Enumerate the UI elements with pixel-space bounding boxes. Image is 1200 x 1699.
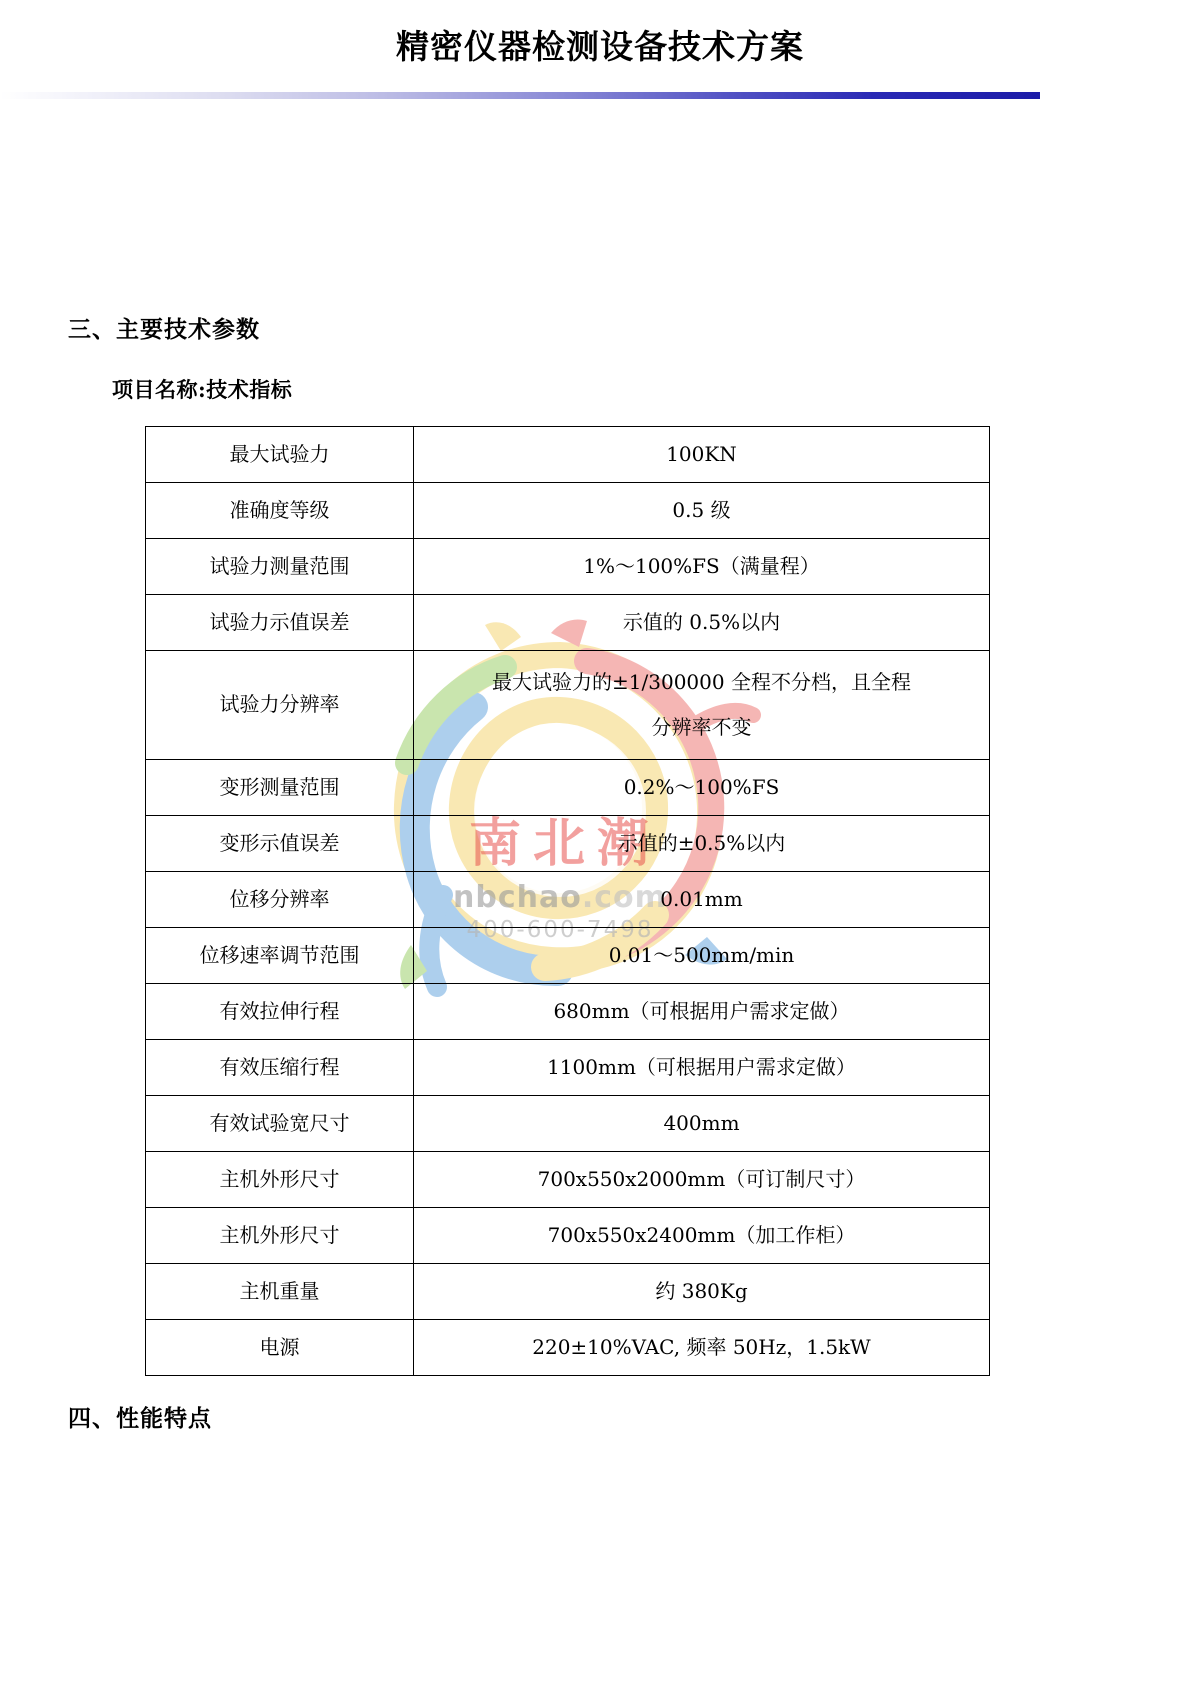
table-row — [146, 482, 990, 538]
header-gradient-rule — [0, 92, 1040, 99]
spec-table-container — [0, 404, 1200, 1376]
section-heading-performance: 四、性能特点 — [68, 1404, 212, 1432]
table-row — [146, 759, 990, 815]
spec-name-cell: 试验力分辨率 — [146, 650, 414, 759]
spec-name-cell: 准确度等级 — [146, 482, 414, 538]
page-header — [0, 0, 1200, 99]
spec-value-cell: 700x550x2000mm（可订制尺寸） — [414, 1151, 990, 1207]
spec-name-cell: 有效压缩行程 — [146, 1039, 414, 1095]
table-row — [146, 983, 990, 1039]
spec-value-cell — [414, 650, 990, 759]
table-row — [146, 1151, 990, 1207]
spec-value-cell: 680mm（可根据用户需求定做） — [414, 983, 990, 1039]
spec-value-cell: 1%～100%FS（满量程） — [414, 538, 990, 594]
spec-name-cell: 变形测量范围 — [146, 759, 414, 815]
spec-value-cell: 1100mm（可根据用户需求定做） — [414, 1039, 990, 1095]
watermark-phone: 400-600-7498 — [466, 917, 654, 943]
spec-name-cell: 主机重量 — [146, 1263, 414, 1319]
spec-table-body — [146, 426, 990, 1375]
table-row — [146, 594, 990, 650]
spec-value-cell: 约 380Kg — [414, 1263, 990, 1319]
spec-value-cell: 示值的±0.5%以内 — [414, 815, 990, 871]
document-title: 精密仪器检测设备技术方案 — [396, 27, 804, 66]
spec-value-cell: 0.2%～100%FS — [414, 759, 990, 815]
spec-name-cell: 主机外形尺寸 — [146, 1207, 414, 1263]
spec-name-cell: 变形示值误差 — [146, 815, 414, 871]
sub-heading-item-name: 项目名称:技术指标 — [112, 376, 293, 402]
table-row — [146, 538, 990, 594]
table-row — [146, 650, 990, 759]
spec-name-cell: 试验力示值误差 — [146, 594, 414, 650]
spec-value-cell: 0.01～500mm/min — [414, 927, 990, 983]
spec-name-cell: 位移速率调节范围 — [146, 927, 414, 983]
spec-name-cell: 有效拉伸行程 — [146, 983, 414, 1039]
spec-name-cell: 最大试验力 — [146, 426, 414, 482]
spec-value-cell: 400mm — [414, 1095, 990, 1151]
spec-name-cell: 有效试验宽尺寸 — [146, 1095, 414, 1151]
watermark-site-tld: .com — [581, 880, 667, 915]
table-row — [146, 426, 990, 482]
spec-name-cell: 试验力测量范围 — [146, 538, 414, 594]
table-row — [146, 1319, 990, 1375]
watermark-site-main: nbchao — [453, 880, 582, 915]
spec-value-line-2: 分辨率不变 — [651, 714, 752, 739]
spec-name-cell: 电源 — [146, 1319, 414, 1375]
spec-value-cell: 0.5 级 — [414, 482, 990, 538]
spec-name-cell: 位移分辨率 — [146, 871, 414, 927]
header-rule-container — [0, 92, 1200, 99]
table-row — [146, 1095, 990, 1151]
spec-value-cell: 示值的 0.5%以内 — [414, 594, 990, 650]
table-row — [146, 815, 990, 871]
table-row — [146, 871, 990, 927]
table-row — [146, 1039, 990, 1095]
section-heading-main-specs: 三、主要技术参数 — [68, 315, 260, 343]
table-row — [146, 1263, 990, 1319]
spec-value-cell: 220±10%VAC, 频率 50Hz，1.5kW — [414, 1319, 990, 1375]
spec-name-cell: 主机外形尺寸 — [146, 1151, 414, 1207]
page-content — [0, 99, 1200, 1433]
spec-value-cell: 700x550x2400mm（加工作柜） — [414, 1207, 990, 1263]
spec-value-cell: 100KN — [414, 426, 990, 482]
watermark-brand: 南北潮 — [468, 813, 661, 874]
specifications-table — [145, 426, 990, 1376]
spec-value-cell: 0.01mm — [414, 871, 990, 927]
table-row — [146, 927, 990, 983]
table-row — [146, 1207, 990, 1263]
spec-value-line-1: 最大试验力的±1/300000 全程不分档，且全程 — [492, 669, 911, 694]
